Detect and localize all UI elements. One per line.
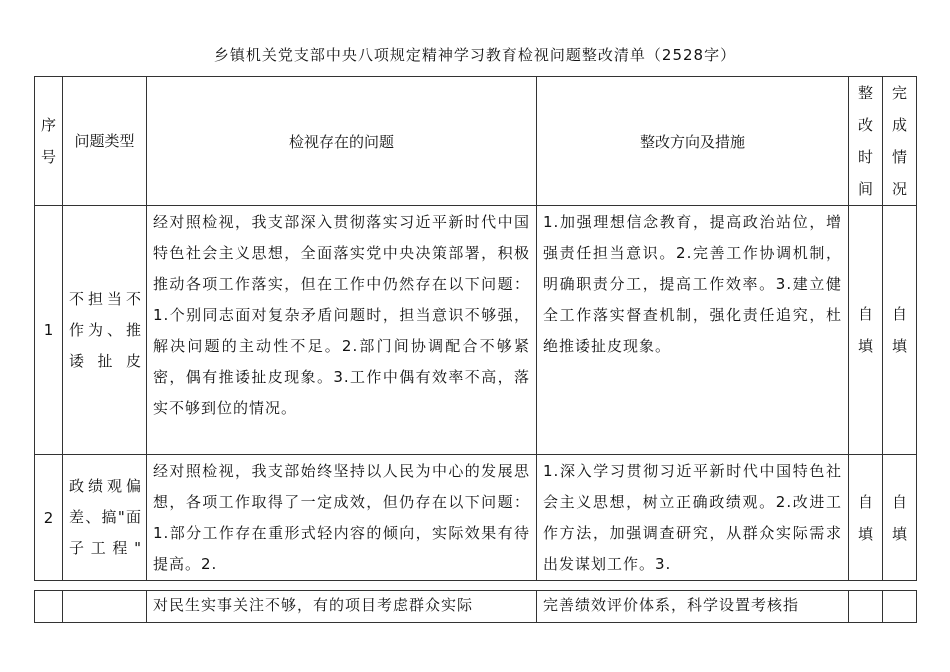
row-index bbox=[35, 591, 63, 623]
header-measures: 整改方向及措施 bbox=[537, 77, 849, 206]
row-category bbox=[63, 591, 147, 623]
header-index: 序号 bbox=[35, 77, 63, 206]
header-row bbox=[35, 77, 917, 206]
rectification-table bbox=[34, 76, 917, 581]
document-title: 乡镇机关党支部中央八项规定精神学习教育检视问题整改清单（2528字） bbox=[213, 46, 737, 64]
row-status: 自填 bbox=[883, 455, 917, 581]
header-status: 完成情况 bbox=[883, 77, 917, 206]
table-row bbox=[35, 206, 917, 455]
row-category: 政绩观偏差、搞"面子工程" bbox=[63, 455, 147, 581]
row-deadline bbox=[849, 591, 883, 623]
row-status bbox=[883, 591, 917, 623]
header-deadline: 整改时间 bbox=[849, 77, 883, 206]
row-index: 1 bbox=[35, 206, 63, 455]
row-problem: 经对照检视，我支部始终坚持以人民为中心的发展思想，各项工作取得了一定成效，但仍存在以下问题：1.部分工作存在重形式轻内容的倾向，实际效果有待提高。2. bbox=[147, 455, 537, 581]
row-problem: 对民生实事关注不够，有的项目考虑群众实际 bbox=[147, 591, 537, 623]
header-problem: 检视存在的问题 bbox=[147, 77, 537, 206]
table-row bbox=[35, 591, 917, 623]
row-deadline: 自填 bbox=[849, 206, 883, 455]
row-deadline: 自填 bbox=[849, 455, 883, 581]
row-index: 2 bbox=[35, 455, 63, 581]
row-category: 不担当不作为、推诿扯皮 bbox=[63, 206, 147, 455]
header-category: 问题类型 bbox=[63, 77, 147, 206]
row-problem: 经对照检视，我支部深入贯彻落实习近平新时代中国特色社会主义思想，全面落实党中央决策部署，积极推动各项工作落实，但在工作中仍然存在以下问题：1.个别同志面对复杂矛盾问题时，担当意识不够强，解决问题的主动性不足。2.部门间协调配合不够紧密，偶有推诿扯皮现象。3.工作中偶有效率不高，落实不够到位的情况。 bbox=[147, 206, 537, 455]
row-measures: 完善绩效评价体系，科学设置考核指 bbox=[537, 591, 849, 623]
table-row bbox=[35, 455, 917, 581]
row-measures: 1.加强理想信念教育，提高政治站位，增强责任担当意识。2.完善工作协调机制，明确职责分工，提高工作效率。3.建立健全工作落实督查机制，强化责任追究，杜绝推诿扯皮现象。 bbox=[537, 206, 849, 455]
continued-table bbox=[34, 590, 917, 623]
row-measures: 1.深入学习贯彻习近平新时代中国特色社会主义思想，树立正确政绩观。2.改进工作方法，加强调查研究，从群众实际需求出发谋划工作。3. bbox=[537, 455, 849, 581]
row-status: 自填 bbox=[883, 206, 917, 455]
